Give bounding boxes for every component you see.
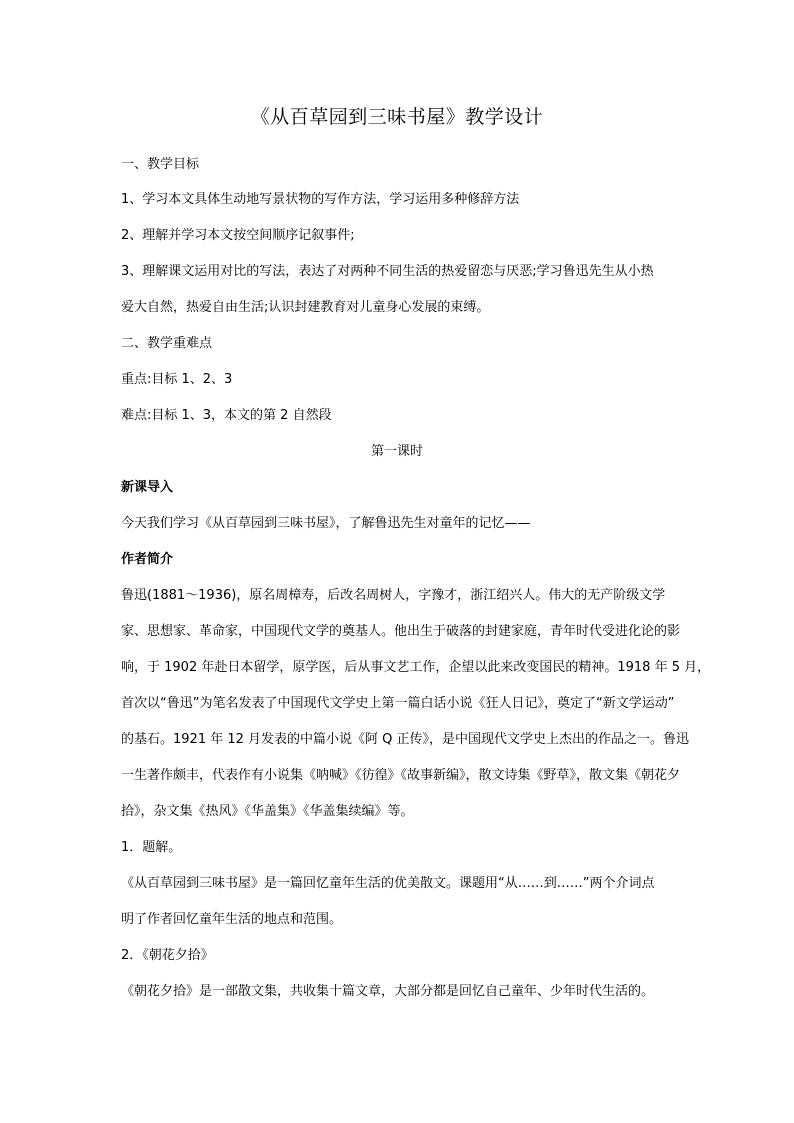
- section-heading-author: 作者简介: [121, 552, 174, 567]
- author-paragraph-line-1: 鲁迅(1881～1936)，原名周樟寿，后改名周树人，字豫才，浙江绍兴人。伟大的无产阶级文学: [121, 588, 666, 603]
- subheading-book: 2．《朝花夕拾》: [121, 948, 214, 963]
- author-paragraph-line-3: 响，于 1902 年赴日本留学，原学医，后从事文艺工作，企望以此来改变国民的精神。1918 年 5 月，: [121, 660, 711, 675]
- goal-item-3-line-1: 3、理解课文运用对比的写法，表达了对两种不同生活的热爱留恋与厌恶;学习鲁迅先生从小热: [121, 264, 654, 279]
- goal-item-1: 1、学习本文具体生动地写景状物的写作方法，学习运用多种修辞方法: [121, 192, 520, 207]
- section-heading-introduction: 新课导入: [121, 480, 174, 495]
- title-explanation-line-2: 明了作者回忆童年生活的地点和范围。: [121, 912, 343, 927]
- goal-item-2: 2、理解并学习本文按空间顺序记叙事件;: [121, 228, 355, 243]
- key-points-text: 重点:目标 1、2、3: [121, 372, 233, 387]
- book-description: 《朝花夕拾》是一部散文集，共收集十篇文章，大部分都是回忆自己童年、少年时代生活的。: [121, 984, 655, 999]
- introduction-text: 今天我们学习《从百草园到三味书屋》，了解鲁迅先生对童年的记忆——: [121, 516, 531, 531]
- author-paragraph-line-7: 拾》，杂文集《热风》《华盖集》《华盖集续编》等。: [121, 804, 414, 819]
- author-paragraph-line-2: 家、思想家、革命家，中国现代文学的奠基人。他出生于破落的封建家庭，青年时代受进化论的影: [121, 624, 681, 639]
- author-paragraph-line-5: 的基石。1921 年 12 月发表的中篇小说《阿 Q 正传》，是中国现代文学史上杰出的作品之一。鲁迅: [121, 732, 690, 747]
- author-paragraph-line-6: 一生著作颇丰，代表作有小说集《呐喊》《彷徨》《故事新编》，散文诗集《野草》，散文集《朝花夕: [121, 768, 681, 783]
- section-heading-teaching-goals: 一、教学目标: [121, 157, 200, 172]
- lesson-heading: 第一课时: [370, 444, 423, 459]
- document-title: 《从百草园到三味书屋》教学设计: [250, 106, 544, 128]
- author-paragraph-line-4: 首次以“鲁迅”为笔名发表了中国现代文学史上第一篇白话小说《狂人日记》，奠定了“新文学运动”: [121, 696, 675, 711]
- goal-item-3-line-2: 爱大自然，热爱自由生活;认识封建教育对儿童身心发展的束缚。: [121, 300, 490, 315]
- difficult-points-text: 难点:目标 1、3，本文的第 2 自然段: [121, 408, 332, 423]
- subheading-title-explanation: 1．题解。: [121, 840, 182, 855]
- title-explanation-line-1: 《从百草园到三味书屋》是一篇回忆童年生活的优美散文。课题用“从……到……”两个介词点: [121, 876, 655, 891]
- section-heading-key-points: 二、教学重难点: [121, 336, 213, 351]
